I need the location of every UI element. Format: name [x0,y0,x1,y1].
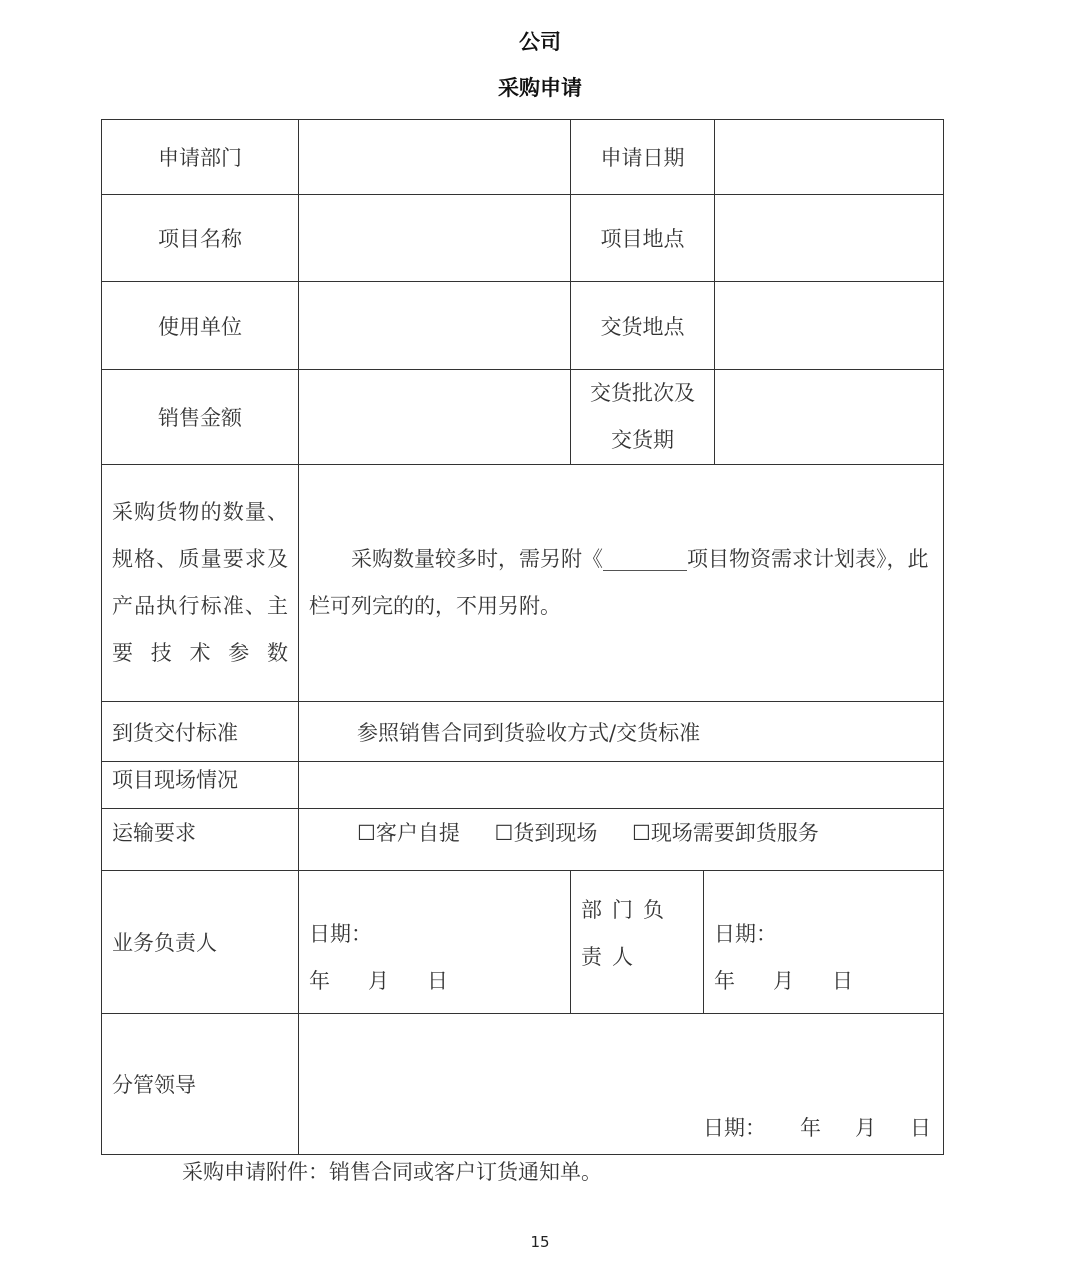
form-row-user-unit [102,282,944,370]
leader-date-label: 日期： [703,1116,766,1140]
field-department[interactable] [299,120,571,195]
label-delivery-standard: 到货交付标准 [102,702,299,762]
business-owner-day: 日 [427,969,448,993]
specs-note: 采购数量较多时，需另附《________项目物资需求计划表》，此栏可列完的的，不用另附。 [309,547,929,618]
label-business-owner: 业务负责人 [102,871,299,1014]
leader-day: 日 [910,1116,931,1140]
form-row-leader [102,1014,944,1155]
company-name: 公司 [519,30,561,54]
dept-head-date-label: 日期： [714,922,777,946]
business-owner-ymd [309,958,570,1005]
field-business-owner[interactable] [299,871,571,1014]
attachment-note: 采购申请附件：销售合同或客户订货通知单。 [182,1160,602,1184]
form-row-department [102,120,944,195]
dept-head-ymd [714,958,943,1005]
form-row-site-status [102,762,944,809]
field-delivery-batch[interactable] [715,370,944,465]
form-row-specs [102,465,944,702]
field-specs[interactable] [299,465,944,702]
label-leader: 分管领导 [102,1014,299,1155]
business-owner-year: 年 [309,969,330,993]
field-request-date[interactable] [715,120,944,195]
form-row-delivery-standard [102,702,944,762]
field-transport [299,809,944,871]
label-site-status: 项目现场情况 [102,762,299,809]
label-delivery-batch [571,370,715,465]
form-row-signatures [102,871,944,1014]
purchase-request-form [101,119,944,1155]
field-site-status[interactable] [299,762,944,809]
label-dept-head: 部门负责人 [571,871,704,1014]
dept-head-year: 年 [714,969,735,993]
field-delivery-standard[interactable]: 参照销售合同到货验收方式/交货标准 [299,702,944,762]
label-user-unit: 使用单位 [102,282,299,370]
field-delivery-location[interactable] [715,282,944,370]
label-delivery-batch-line2: 交货期 [611,428,674,452]
document-title: 采购申请 [498,76,582,100]
label-delivery-location: 交货地点 [571,282,715,370]
leader-year: 年 [800,1116,821,1140]
label-project-location: 项目地点 [571,195,715,282]
checkbox-unloading-service[interactable]: ☐现场需要卸货服务 [632,821,819,845]
label-delivery-batch-line1: 交货批次及 [590,381,695,405]
field-user-unit[interactable] [299,282,571,370]
page-number: 15 [530,1233,550,1251]
field-sales-amount[interactable] [299,370,571,465]
business-owner-month: 月 [368,969,389,993]
business-owner-date-label: 日期： [309,922,372,946]
dept-head-day: 日 [832,969,853,993]
field-dept-head[interactable] [704,871,944,1014]
checkbox-customer-pickup[interactable]: ☐客户自提 [357,821,460,845]
leader-month: 月 [855,1116,876,1140]
form-row-sales-amount [102,370,944,465]
label-project-name: 项目名称 [102,195,299,282]
form-row-project [102,195,944,282]
field-project-location[interactable] [715,195,944,282]
label-sales-amount: 销售金额 [102,370,299,465]
field-project-name[interactable] [299,195,571,282]
label-specs: 采购货物的数量、规格、质量要求及产品执行标准、主要技术参数 [102,465,299,702]
form-row-transport [102,809,944,871]
dept-head-month: 月 [773,969,794,993]
checkbox-deliver-to-site[interactable]: ☐货到现场 [494,821,598,845]
field-leader[interactable] [299,1014,944,1155]
label-transport: 运输要求 [102,809,299,871]
label-department: 申请部门 [102,120,299,195]
label-request-date: 申请日期 [571,120,715,195]
